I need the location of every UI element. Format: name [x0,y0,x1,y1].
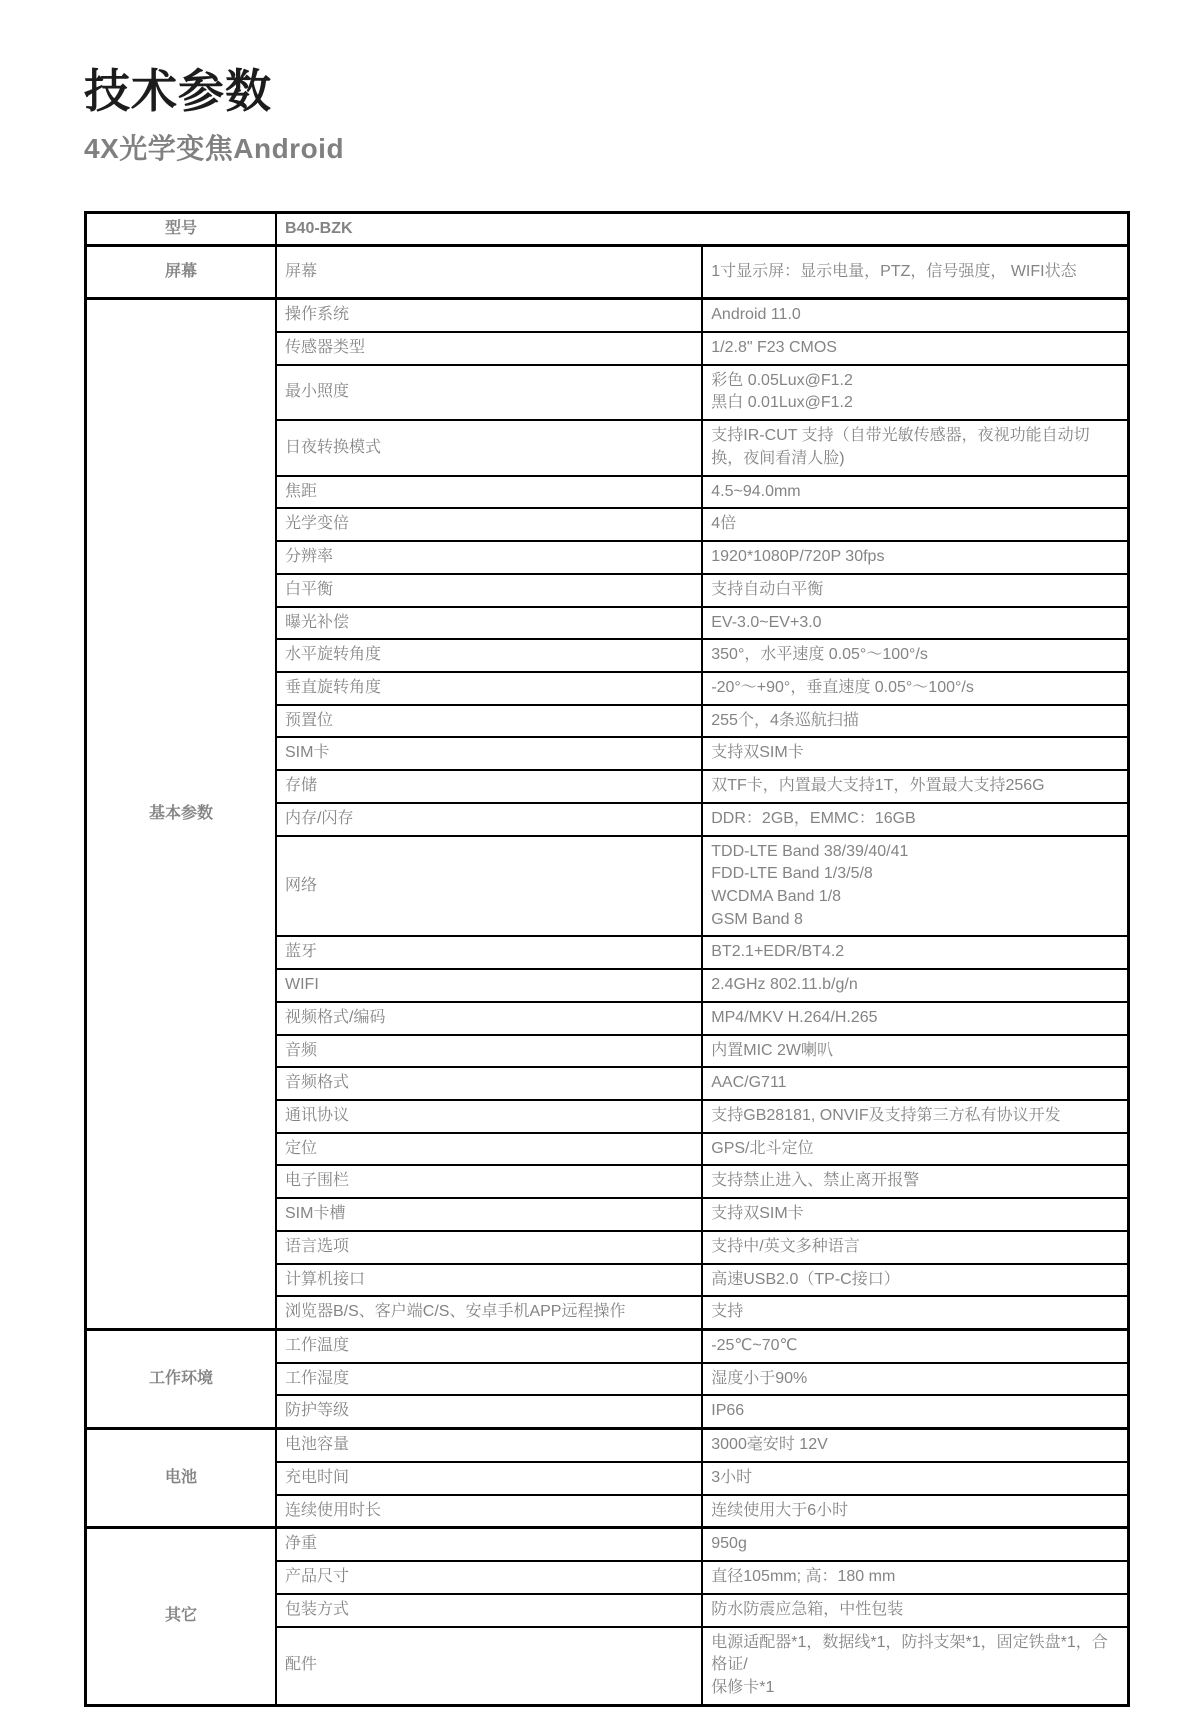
param-value: 双TF卡，内置最大支持1T，外置最大支持256G [702,770,1128,803]
section-label: 型号 [86,212,277,246]
param-value: Android 11.0 [702,299,1128,332]
param-value: 支持 [702,1296,1128,1329]
param-value: 防水防震应急箱，中性包装 [702,1594,1128,1627]
param-label: SIM卡槽 [276,1198,702,1231]
param-label: 工作湿度 [276,1363,702,1396]
param-label: 净重 [276,1528,702,1561]
param-label: 通讯协议 [276,1100,702,1133]
param-value: 连续使用大于6小时 [702,1495,1128,1528]
param-label: 电子围栏 [276,1165,702,1198]
param-label: SIM卡 [276,737,702,770]
param-label: 连续使用时长 [276,1495,702,1528]
param-value: TDD-LTE Band 38/39/40/41 FDD-LTE Band 1/3/5/8 WCDMA Band 1/8 GSM Band 8 [702,836,1128,937]
param-label: 操作系统 [276,299,702,332]
param-label: 光学变倍 [276,508,702,541]
param-value: 255个，4条巡航扫描 [702,705,1128,738]
param-label: 电池容量 [276,1429,702,1462]
param-value: 支持IR-CUT 支持（自带光敏传感器，夜视功能自动切换，夜间看清人脸) [702,420,1128,475]
param-value: 支持中/英文多种语言 [702,1231,1128,1264]
param-label: 蓝牙 [276,936,702,969]
param-value: BT2.1+EDR/BT4.2 [702,936,1128,969]
param-label: 音频 [276,1035,702,1068]
param-label: 焦距 [276,476,702,509]
table-row [86,1330,1129,1363]
param-value: 高速USB2.0（TP-C接口） [702,1264,1128,1297]
param-value: 4倍 [702,508,1128,541]
table-row [86,1528,1129,1561]
param-label: 产品尺寸 [276,1561,702,1594]
param-label: 工作温度 [276,1330,702,1363]
param-label: 内存/闪存 [276,803,702,836]
param-value: 支持双SIM卡 [702,737,1128,770]
param-value: 电源适配器*1，数据线*1，防抖支架*1，固定铁盘*1，合格证/ 保修卡*1 [702,1627,1128,1706]
param-value: 350°，水平速度 0.05°～100°/s [702,639,1128,672]
page-subtitle: 4X光学变焦Android [84,132,345,164]
param-label: 传感器类型 [276,332,702,365]
param-value: 4.5~94.0mm [702,476,1128,509]
param-label: 充电时间 [276,1462,702,1495]
param-label: 浏览器B/S、客户端C/S、安卓手机APP远程操作 [276,1296,702,1329]
param-value: IP66 [702,1395,1128,1428]
section-label: 基本参数 [86,299,277,1330]
param-value: MP4/MKV H.264/H.265 [702,1002,1128,1035]
param-value: AAC/G711 [702,1067,1128,1100]
param-label: 存储 [276,770,702,803]
param-value: 支持自动白平衡 [702,574,1128,607]
param-label: 曝光补偿 [276,607,702,640]
param-label: WIFI [276,969,702,1002]
param-value: 1寸显示屏：显示电量，PTZ，信号强度， WIFI状态 [702,246,1128,299]
param-value: 内置MIC 2W喇叭 [702,1035,1128,1068]
param-label: 网络 [276,836,702,937]
param-label: 日夜转换模式 [276,420,702,475]
param-value: GPS/北斗定位 [702,1133,1128,1166]
param-value: DDR：2GB，EMMC：16GB [702,803,1128,836]
spec-table-body [86,212,1129,1705]
param-value: 950g [702,1528,1128,1561]
param-value: 支持禁止进入、禁止离开报警 [702,1165,1128,1198]
param-label: 包装方式 [276,1594,702,1627]
param-label: 预置位 [276,705,702,738]
param-value: 3000毫安时 12V [702,1429,1128,1462]
param-value: 直径105mm; 高：180 mm [702,1561,1128,1594]
section-label: 屏幕 [86,246,277,299]
section-label: 工作环境 [86,1330,277,1429]
section-label: 其它 [86,1528,277,1705]
param-label: 垂直旋转角度 [276,672,702,705]
param-value: -20°～+90°，垂直速度 0.05°～100°/s [702,672,1128,705]
param-label: 分辨率 [276,541,702,574]
param-value: EV-3.0~EV+3.0 [702,607,1128,640]
param-label: 定位 [276,1133,702,1166]
param-label: 配件 [276,1627,702,1706]
param-label: 计算机接口 [276,1264,702,1297]
table-row [86,212,1129,246]
param-value: 彩色 0.05Lux@F1.2 黑白 0.01Lux@F1.2 [702,365,1128,420]
param-label: 防护等级 [276,1395,702,1428]
param-value: 3小时 [702,1462,1128,1495]
param-value: 湿度小于90% [702,1363,1128,1396]
param-label: 音频格式 [276,1067,702,1100]
page-title: 技术参数 [84,65,272,117]
param-label: 白平衡 [276,574,702,607]
table-row [86,299,1129,332]
param-value: 1/2.8" F23 CMOS [702,332,1128,365]
param-value: 2.4GHz 802.11.b/g/n [702,969,1128,1002]
table-row [86,246,1129,299]
spec-table [84,211,1130,1707]
table-row [86,1429,1129,1462]
param-value: -25℃~70℃ [702,1330,1128,1363]
param-label: 水平旋转角度 [276,639,702,672]
param-value: 支持GB28181, ONVIF及支持第三方私有协议开发 [702,1100,1128,1133]
param-label: 屏幕 [276,246,702,299]
param-label: 视频格式/编码 [276,1002,702,1035]
param-label: 语言选项 [276,1231,702,1264]
param-label: 最小照度 [276,365,702,420]
param-value: 支持双SIM卡 [702,1198,1128,1231]
section-label: 电池 [86,1429,277,1528]
param-value: B40-BZK [276,212,1129,246]
param-value: 1920*1080P/720P 30fps [702,541,1128,574]
